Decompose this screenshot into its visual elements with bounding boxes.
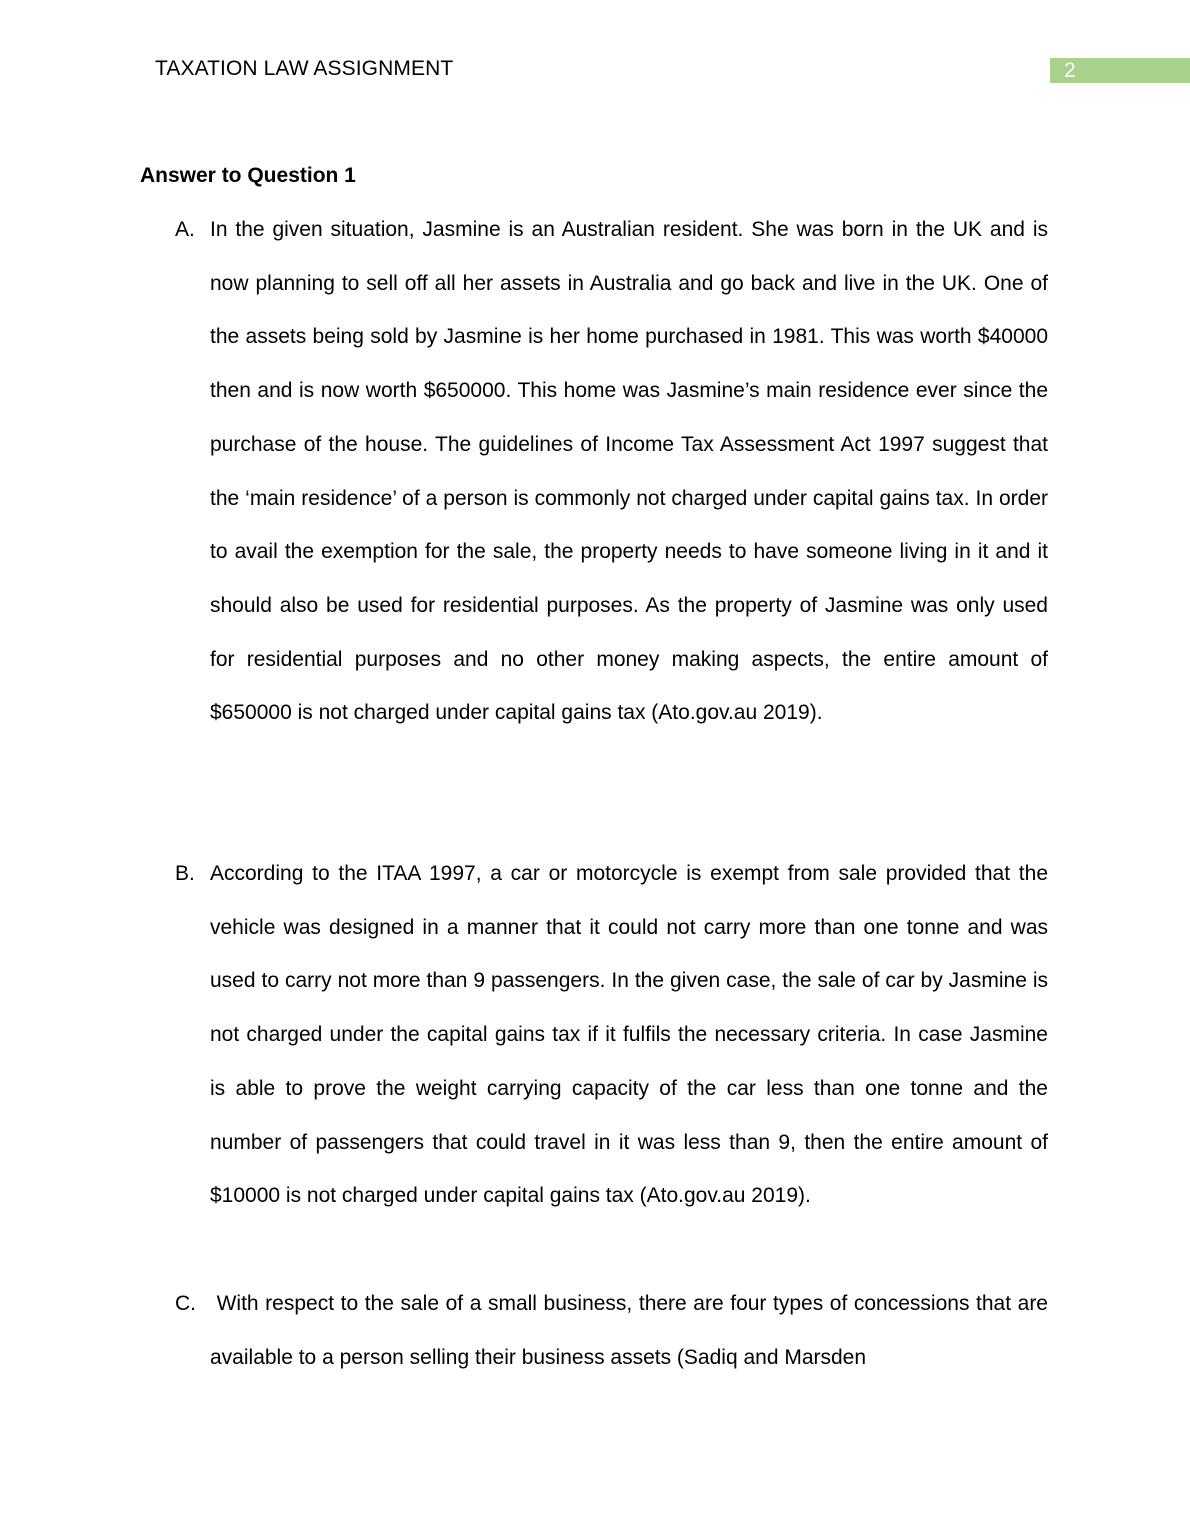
answer-c bbox=[175, 1277, 1054, 1384]
answer-text: In the given situation, Jasmine is an Australian resident. She was born in the UK and is now planning to sell off all her assets in Australia and go back and live in the UK. One of the assets being sold by Jasmine is her home purchased in 1981. This was worth $40000 then and is now worth $650000. This home was Jasmine’s main residence ever since the purchase of the house. The guidelines of Income Tax Assessment Act 1997 suggest that the ‘main residence’ of a person is commonly not charged under capital gains tax. In order to avail the exemption for the sale, the property needs to have someone living in it and it should also be used for residential purposes. As the property of Jasmine was only used for residential purposes and no other money making aspects, the entire amount of $650000 is not charged under capital gains tax (Ato.gov.au 2019). bbox=[210, 218, 1048, 725]
answer-a bbox=[175, 203, 1048, 740]
answer-marker: B. bbox=[175, 862, 195, 885]
answer-b bbox=[175, 847, 1048, 1223]
header-title: TAXATION LAW ASSIGNMENT bbox=[155, 57, 454, 80]
answer-marker: A. bbox=[175, 218, 195, 241]
answer-marker: C. bbox=[175, 1292, 196, 1315]
page-number-badge: 2 bbox=[1050, 58, 1190, 83]
answer-text: According to the ITAA 1997, a car or motorcycle is exempt from sale provided that the vehicle was designed in a manner that it could not carry more than one tonne and was used to carry not more than 9 passengers. In the given case, the sale of car by Jasmine is not charged under the capital gains tax if it fulfils the necessary criteria. In case Jasmine is able to prove the weight carrying capacity of the car less than one tonne and the number of passengers that could travel in it was less than 9, then the entire amount of $10000 is not charged under capital gains tax (Ato.gov.au 2019). bbox=[210, 862, 1048, 1208]
section-heading: Answer to Question 1 bbox=[140, 164, 356, 187]
answer-text: With respect to the sale of a small business, there are four types of concessions that are available to a person selling their business assets (Sadiq and Marsden bbox=[210, 1292, 1054, 1369]
